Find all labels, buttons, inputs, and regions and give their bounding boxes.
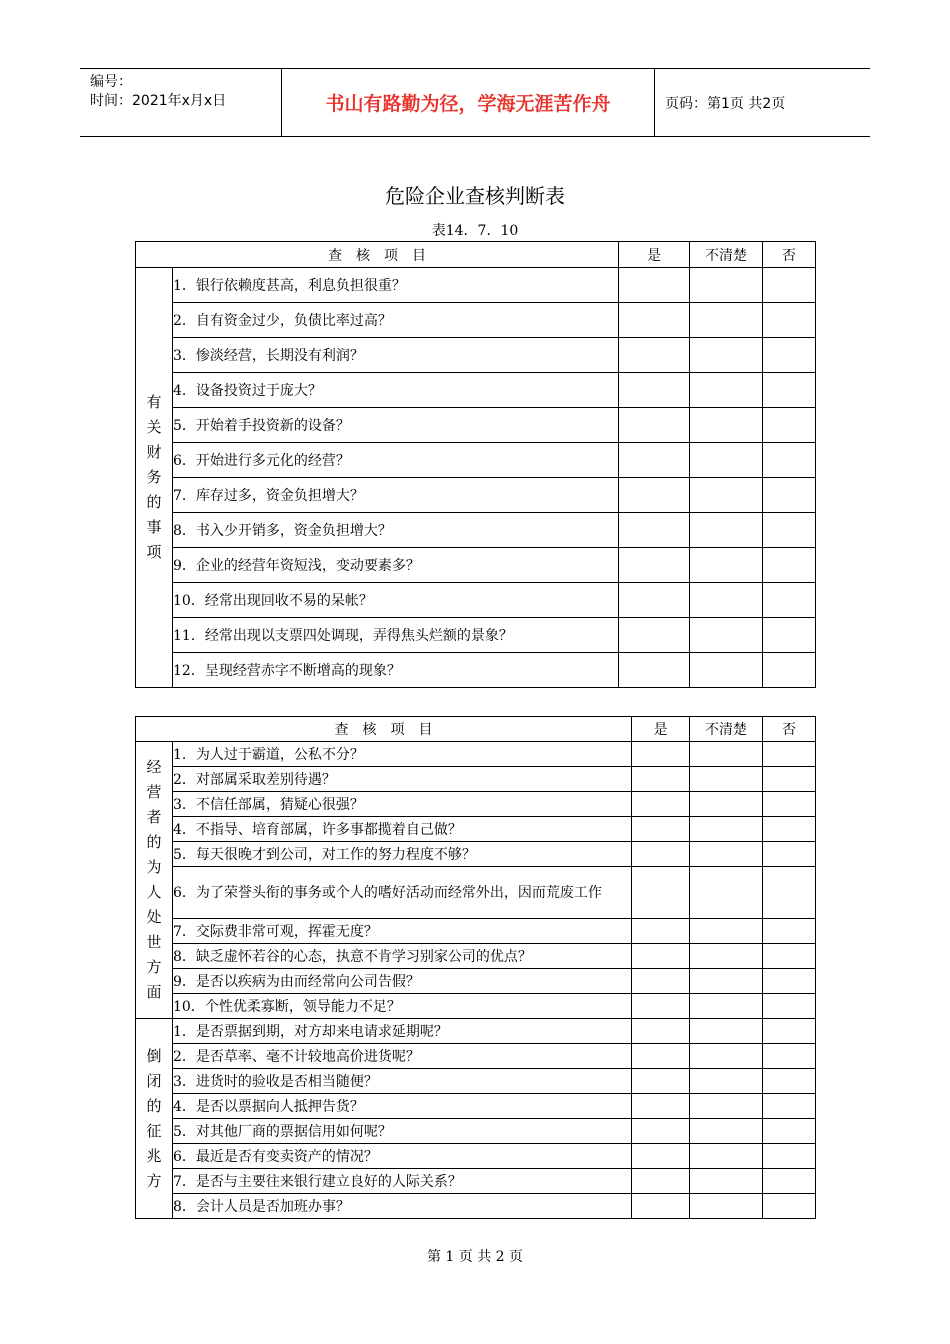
column-header-unclear: 不清楚 bbox=[690, 242, 763, 268]
table-row bbox=[136, 408, 816, 443]
check-item-text: 7．交际费非常可观，挥霍无度？ bbox=[173, 919, 632, 944]
column-header-unclear: 不清楚 bbox=[690, 717, 763, 742]
table-row bbox=[136, 1119, 816, 1144]
checkbox-cell-unclear[interactable] bbox=[690, 548, 763, 583]
checkbox-cell-yes[interactable] bbox=[619, 373, 690, 408]
checkbox-cell-yes[interactable] bbox=[632, 1194, 690, 1219]
check-item-text: 5．对其他厂商的票据信用如何呢？ bbox=[173, 1119, 632, 1144]
check-item-text: 1．是否票据到期，对方却来电请求延期呢？ bbox=[173, 1019, 632, 1044]
checkbox-cell-unclear[interactable] bbox=[690, 478, 763, 513]
checkbox-cell-unclear[interactable] bbox=[690, 1094, 763, 1119]
table-number: 表14．7．10 bbox=[431, 223, 519, 239]
checkbox-cell-no[interactable] bbox=[763, 303, 816, 338]
checkbox-cell-yes[interactable] bbox=[632, 944, 690, 969]
table-row bbox=[136, 919, 816, 944]
header-page-number: 页码：第1页 共2页 bbox=[665, 95, 786, 112]
table-row bbox=[136, 338, 816, 373]
checkbox-cell-no[interactable] bbox=[763, 478, 816, 513]
column-header-no: 否 bbox=[763, 242, 816, 268]
checkbox-cell-unclear[interactable] bbox=[690, 767, 763, 792]
check-item-text: 8．书入少开销多，资金负担增大？ bbox=[173, 513, 619, 548]
checkbox-cell-no[interactable] bbox=[763, 1044, 816, 1069]
check-item-text: 2．自有资金过少，负债比率过高？ bbox=[173, 303, 619, 338]
check-item-text: 2．是否草率、毫不计较地高价进货呢？ bbox=[173, 1044, 632, 1069]
check-item-text: 1．为人过于霸道，公私不分？ bbox=[173, 742, 632, 767]
checkbox-cell-yes[interactable] bbox=[632, 767, 690, 792]
table-row bbox=[136, 1194, 816, 1219]
checkbox-cell-unclear[interactable] bbox=[690, 742, 763, 767]
check-item-text: 3．不信任部属，猜疑心很强？ bbox=[173, 792, 632, 817]
checkbox-cell-yes[interactable] bbox=[632, 969, 690, 994]
checkbox-cell-yes[interactable] bbox=[632, 1094, 690, 1119]
checkbox-cell-no[interactable] bbox=[763, 867, 816, 919]
table-row bbox=[136, 1169, 816, 1194]
checkbox-cell-unclear[interactable] bbox=[690, 817, 763, 842]
column-header-no: 否 bbox=[763, 717, 816, 742]
checkbox-cell-unclear[interactable] bbox=[690, 338, 763, 373]
check-item-text: 5．每天很晚才到公司，对工作的努力程度不够？ bbox=[173, 842, 632, 867]
table-row bbox=[136, 268, 816, 303]
checkbox-cell-unclear[interactable] bbox=[690, 1169, 763, 1194]
checkbox-cell-no[interactable] bbox=[763, 653, 816, 688]
checkbox-cell-yes[interactable] bbox=[619, 583, 690, 618]
check-item-text: 6．最近是否有变卖资产的情况？ bbox=[173, 1144, 632, 1169]
checkbox-cell-unclear[interactable] bbox=[690, 513, 763, 548]
checkbox-cell-unclear[interactable] bbox=[690, 842, 763, 867]
checkbox-cell-unclear[interactable] bbox=[690, 867, 763, 919]
page-footer: 第 1 页 共 2 页 bbox=[426, 1249, 524, 1265]
checkbox-cell-yes[interactable] bbox=[632, 919, 690, 944]
checkbox-cell-yes[interactable] bbox=[632, 994, 690, 1019]
checkbox-cell-no[interactable] bbox=[763, 919, 816, 944]
checkbox-cell-unclear[interactable] bbox=[690, 994, 763, 1019]
checkbox-cell-unclear[interactable] bbox=[690, 792, 763, 817]
checkbox-cell-no[interactable] bbox=[763, 842, 816, 867]
header-motto: 书山有路勤为径，学海无涯苦作舟 bbox=[282, 69, 655, 136]
checkbox-cell-yes[interactable] bbox=[619, 268, 690, 303]
checkbox-cell-yes[interactable] bbox=[632, 817, 690, 842]
check-item-text: 10．个性优柔寡断，领导能力不足？ bbox=[173, 994, 632, 1019]
table-row bbox=[136, 767, 816, 792]
checkbox-cell-unclear[interactable] bbox=[690, 583, 763, 618]
table-row bbox=[136, 1069, 816, 1094]
checkbox-cell-unclear[interactable] bbox=[690, 1144, 763, 1169]
checkbox-cell-unclear[interactable] bbox=[690, 408, 763, 443]
checkbox-cell-unclear[interactable] bbox=[690, 373, 763, 408]
header-meta bbox=[80, 69, 282, 136]
checkbox-cell-no[interactable] bbox=[763, 994, 816, 1019]
column-header-yes: 是 bbox=[619, 242, 690, 268]
table-row bbox=[136, 994, 816, 1019]
checkbox-cell-no[interactable] bbox=[763, 742, 816, 767]
checkbox-cell-unclear[interactable] bbox=[690, 1194, 763, 1219]
checkbox-cell-yes[interactable] bbox=[619, 513, 690, 548]
checkbox-cell-no[interactable] bbox=[763, 548, 816, 583]
checkbox-cell-yes[interactable] bbox=[632, 1119, 690, 1144]
document-number-label: 编号： bbox=[90, 74, 132, 90]
checkbox-cell-yes[interactable] bbox=[632, 1069, 690, 1094]
category-text: 倒 闭 的 征 兆 方 bbox=[146, 1046, 162, 1190]
check-item-text: 6．为了荣誉头衔的事务或个人的嗜好活动而经常外出，因而荒废工作 bbox=[173, 867, 632, 919]
checkbox-cell-no[interactable] bbox=[763, 618, 816, 653]
checkbox-cell-yes[interactable] bbox=[619, 443, 690, 478]
checkbox-cell-no[interactable] bbox=[763, 1094, 816, 1119]
table-row bbox=[136, 548, 816, 583]
checkbox-cell-no[interactable] bbox=[763, 408, 816, 443]
check-item-text: 3．进货时的验收是否相当随便？ bbox=[173, 1069, 632, 1094]
checkbox-cell-no[interactable] bbox=[763, 513, 816, 548]
table-row bbox=[136, 1019, 816, 1044]
checkbox-cell-yes[interactable] bbox=[632, 1144, 690, 1169]
table-row bbox=[136, 583, 816, 618]
table-row bbox=[136, 867, 816, 919]
checkbox-cell-no[interactable] bbox=[763, 268, 816, 303]
check-item-text: 12．呈现经营赤字不断增高的现象？ bbox=[173, 653, 619, 688]
checkbox-cell-no[interactable] bbox=[763, 1194, 816, 1219]
category-label bbox=[136, 742, 173, 1019]
checkbox-cell-yes[interactable] bbox=[632, 1019, 690, 1044]
check-item-text: 9．是否以疾病为由而经常向公司告假？ bbox=[173, 969, 632, 994]
checkbox-cell-yes[interactable] bbox=[632, 867, 690, 919]
checkbox-cell-yes[interactable] bbox=[619, 408, 690, 443]
check-item-text: 2．对部属采取差别待遇？ bbox=[173, 767, 632, 792]
checkbox-cell-unclear[interactable] bbox=[690, 303, 763, 338]
check-item-text: 9．企业的经营年资短浅，变动要素多？ bbox=[173, 548, 619, 583]
table-row bbox=[136, 969, 816, 994]
check-item-text: 3．惨淡经营，长期没有利润？ bbox=[173, 338, 619, 373]
checkbox-cell-unclear[interactable] bbox=[690, 1069, 763, 1094]
check-item-text: 8．缺乏虚怀若谷的心态，执意不肯学习别家公司的优点？ bbox=[173, 944, 632, 969]
document-title: 危险企业查核判断表 bbox=[385, 184, 565, 208]
table-row bbox=[136, 792, 816, 817]
table-row bbox=[136, 478, 816, 513]
check-table-finance bbox=[135, 241, 816, 688]
page-header bbox=[80, 68, 870, 137]
checkbox-cell-no[interactable] bbox=[763, 767, 816, 792]
checkbox-cell-unclear[interactable] bbox=[690, 618, 763, 653]
checkbox-cell-no[interactable] bbox=[763, 583, 816, 618]
category-label bbox=[136, 1019, 173, 1219]
checkbox-cell-unclear[interactable] bbox=[690, 443, 763, 478]
checkbox-cell-unclear[interactable] bbox=[690, 268, 763, 303]
checkbox-cell-yes[interactable] bbox=[619, 653, 690, 688]
checkbox-cell-yes[interactable] bbox=[632, 842, 690, 867]
checkbox-cell-no[interactable] bbox=[763, 1019, 816, 1044]
checkbox-cell-no[interactable] bbox=[763, 1169, 816, 1194]
table-row bbox=[136, 618, 816, 653]
table-row bbox=[136, 842, 816, 867]
table-row bbox=[136, 303, 816, 338]
table-row bbox=[136, 817, 816, 842]
checkbox-cell-yes[interactable] bbox=[619, 548, 690, 583]
checkbox-cell-unclear[interactable] bbox=[690, 1119, 763, 1144]
check-table-management bbox=[135, 716, 816, 1219]
table-header-row bbox=[136, 717, 816, 742]
check-item-text: 5．开始着手投资新的设备？ bbox=[173, 408, 619, 443]
table-row bbox=[136, 1094, 816, 1119]
checkbox-cell-no[interactable] bbox=[763, 1144, 816, 1169]
checkbox-cell-yes[interactable] bbox=[632, 742, 690, 767]
checkbox-cell-yes[interactable] bbox=[619, 303, 690, 338]
table-row bbox=[136, 944, 816, 969]
checkbox-cell-yes[interactable] bbox=[632, 1169, 690, 1194]
checkbox-cell-yes[interactable] bbox=[632, 792, 690, 817]
table-row bbox=[136, 1044, 816, 1069]
check-item-text: 4．设备投资过于庞大？ bbox=[173, 373, 619, 408]
checkbox-cell-no[interactable] bbox=[763, 443, 816, 478]
table-row bbox=[136, 443, 816, 478]
checkbox-cell-unclear[interactable] bbox=[690, 919, 763, 944]
table-row bbox=[136, 373, 816, 408]
checkbox-cell-no[interactable] bbox=[763, 338, 816, 373]
check-item-text: 10．经常出现回收不易的呆帐？ bbox=[173, 583, 619, 618]
check-item-text: 6．开始进行多元化的经营？ bbox=[173, 443, 619, 478]
checkbox-cell-unclear[interactable] bbox=[690, 944, 763, 969]
check-item-text: 8．会计人员是否加班办事？ bbox=[173, 1194, 632, 1219]
checkbox-cell-unclear[interactable] bbox=[690, 653, 763, 688]
table-header-row bbox=[136, 242, 816, 268]
checkbox-cell-yes[interactable] bbox=[632, 1044, 690, 1069]
column-header-item: 查 核 项 目 bbox=[136, 717, 632, 742]
category-label bbox=[136, 268, 173, 688]
table-row bbox=[136, 653, 816, 688]
checkbox-cell-no[interactable] bbox=[763, 792, 816, 817]
category-text: 有 关 财 务 的 事 项 bbox=[146, 393, 162, 561]
checkbox-cell-yes[interactable] bbox=[619, 338, 690, 373]
checkbox-cell-unclear[interactable] bbox=[690, 1044, 763, 1069]
check-item-text: 7．库存过多，资金负担增大？ bbox=[173, 478, 619, 513]
check-item-text: 7．是否与主要往来银行建立良好的人际关系？ bbox=[173, 1169, 632, 1194]
check-item-text: 4．是否以票据向人抵押告货？ bbox=[173, 1094, 632, 1119]
document-date: 时间：2021年x月x日 bbox=[90, 93, 227, 109]
table-row bbox=[136, 513, 816, 548]
table-row bbox=[136, 1144, 816, 1169]
checkbox-cell-yes[interactable] bbox=[619, 618, 690, 653]
checkbox-cell-unclear[interactable] bbox=[690, 1019, 763, 1044]
checkbox-cell-no[interactable] bbox=[763, 373, 816, 408]
checkbox-cell-yes[interactable] bbox=[619, 478, 690, 513]
category-text: 经 营 者 的 为 人 处 世 方 面 bbox=[146, 758, 162, 1001]
column-header-item: 查 核 项 目 bbox=[136, 242, 619, 268]
check-item-text: 1．银行依赖度甚高，利息负担很重？ bbox=[173, 268, 619, 303]
checkbox-cell-no[interactable] bbox=[763, 944, 816, 969]
column-header-yes: 是 bbox=[632, 717, 690, 742]
check-item-text: 11．经常出现以支票四处调现，弄得焦头烂额的景象？ bbox=[173, 618, 619, 653]
table-row bbox=[136, 742, 816, 767]
check-item-text: 4．不指导、培育部属，许多事都揽着自己做？ bbox=[173, 817, 632, 842]
checkbox-cell-unclear[interactable] bbox=[690, 969, 763, 994]
checkbox-cell-no[interactable] bbox=[763, 969, 816, 994]
checkbox-cell-no[interactable] bbox=[763, 1119, 816, 1144]
checkbox-cell-no[interactable] bbox=[763, 1069, 816, 1094]
checkbox-cell-no[interactable] bbox=[763, 817, 816, 842]
